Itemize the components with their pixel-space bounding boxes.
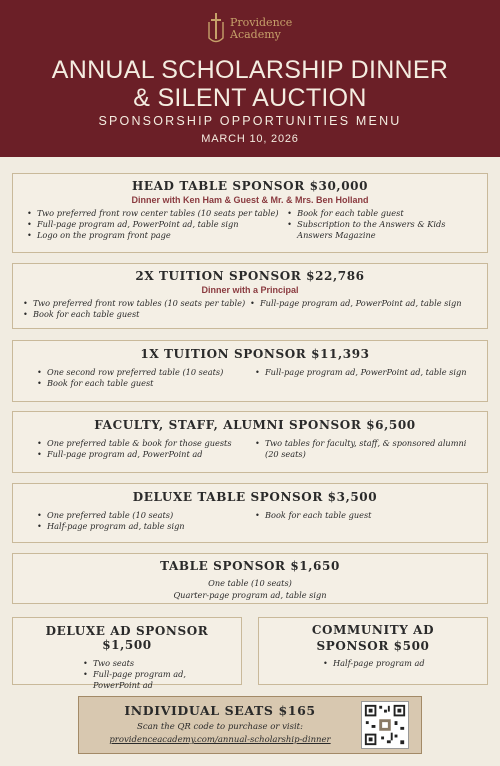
- faculty-left-list: [37, 438, 255, 460]
- community-title-line2: SPONSOR $500: [316, 639, 430, 653]
- community-title-line1: COMMUNITY AD: [311, 623, 435, 637]
- list-item: • Logo on the program front page: [27, 230, 287, 241]
- faculty-title: FACULTY, STAFF, ALUMNI SPONSOR $6,500: [94, 418, 416, 432]
- logo-text: [230, 17, 292, 41]
- tuition-1x-sponsor-card: [12, 340, 488, 402]
- list-item: • Book for each table guest: [23, 309, 250, 320]
- head-table-subtitle: Dinner with Ken Ham & Guest & Mr. & Mrs. Ben Holland: [131, 195, 369, 205]
- list-item: • Two seats: [83, 658, 231, 669]
- deluxe-table-title: DELUXE TABLE SPONSOR $3,500: [132, 490, 378, 504]
- deluxe-ad-sponsor-card: [12, 617, 242, 691]
- school-logo: [206, 12, 292, 46]
- head-table-right-list: [287, 208, 473, 242]
- page-subtitle: SPONSORSHIP OPPORTUNITIES MENU: [98, 114, 402, 128]
- deluxe-ad-list: [83, 658, 231, 692]
- deluxe-ad-title: DELUXE AD SPONSOR $1,500: [45, 624, 209, 652]
- table-sponsor-card: [12, 553, 488, 604]
- individual-seats-title: INDIVIDUAL SEATS $165: [124, 703, 316, 718]
- tuition-2x-subtitle: Dinner with a Principal: [201, 285, 299, 295]
- tuition-2x-right-list: [250, 298, 477, 320]
- table-sponsor-line2: Quarter-page program ad, table sign: [173, 590, 327, 600]
- list-item: • Full-page program ad, PowerPoint ad, table sign: [27, 219, 287, 230]
- faculty-right-list: [255, 438, 473, 460]
- community-ad-list: [323, 658, 477, 669]
- page-title: [0, 56, 500, 112]
- list-item: • Half-page program ad: [323, 658, 477, 669]
- list-item: • One preferred table & book for those guests: [37, 438, 255, 449]
- list-item: • Two tables for faculty, staff, & sponsored alumni (20 seats): [255, 438, 473, 460]
- table-sponsor-line1: One table (10 seats): [208, 578, 292, 588]
- tuition-1x-right-list: [255, 367, 473, 389]
- tuition-2x-sponsor-card: [12, 263, 488, 329]
- table-sponsor-title: TABLE SPONSOR $1,650: [160, 559, 340, 573]
- seats-link[interactable]: providenceacademy.com/annual-scholarship-dinner: [109, 735, 331, 745]
- list-item: • Two preferred front row tables (10 seats per table): [23, 298, 250, 309]
- title-line1: ANNUAL SCHOLARSHIP DINNER: [51, 56, 449, 84]
- tuition-2x-left-list: [23, 298, 250, 320]
- community-ad-title: [269, 622, 477, 654]
- list-item: • Subscription to the Answers & Kids Answers Magazine: [287, 219, 473, 241]
- list-item: • One preferred table (10 seats): [37, 510, 255, 521]
- event-date: MARCH 10, 2026: [201, 133, 299, 145]
- list-item: • Half-page program ad, table sign: [37, 521, 255, 532]
- list-item: • Full-page program ad, PowerPoint ad, table sign: [250, 298, 477, 309]
- deluxe-table-sponsor-card: [12, 483, 488, 543]
- list-item: • Two preferred front row center tables (10 seats per table): [27, 208, 287, 219]
- list-item: • Full-page program ad, PowerPoint ad: [83, 669, 231, 691]
- tuition-1x-left-list: [37, 367, 255, 389]
- tuition-2x-title: 2X TUITION SPONSOR $22,786: [135, 269, 365, 283]
- logo-line2: Academy: [230, 28, 281, 41]
- list-item: • Full-page program ad, PowerPoint ad, table sign: [255, 367, 473, 378]
- tuition-1x-title: 1X TUITION SPONSOR $11,393: [140, 347, 370, 361]
- deluxe-table-right-list: [255, 510, 473, 532]
- title-line2: & SILENT AUCTION: [133, 84, 367, 112]
- head-table-title: HEAD TABLE SPONSOR $30,000: [131, 179, 369, 193]
- logo-line1: Providence: [230, 16, 293, 29]
- deluxe-table-left-list: [37, 510, 255, 532]
- seats-instruction: Scan the QR code to purchase or visit:: [137, 722, 303, 732]
- list-item: • Full-page program ad, PowerPoint ad: [37, 449, 255, 460]
- list-item: • Book for each table guest: [37, 378, 255, 389]
- list-item: • Book for each table guest: [287, 208, 473, 219]
- list-item: • One second row preferred table (10 seats): [37, 367, 255, 378]
- faculty-sponsor-card: [12, 411, 488, 473]
- list-item: • Book for each table guest: [255, 510, 473, 521]
- qr-code-icon[interactable]: [361, 701, 409, 749]
- head-table-sponsor-card: [12, 173, 488, 253]
- header-banner: [0, 0, 500, 157]
- head-table-left-list: [27, 208, 287, 242]
- community-ad-sponsor-card: [258, 617, 488, 685]
- cross-shield-icon: [206, 12, 226, 46]
- individual-seats-card: [78, 696, 422, 754]
